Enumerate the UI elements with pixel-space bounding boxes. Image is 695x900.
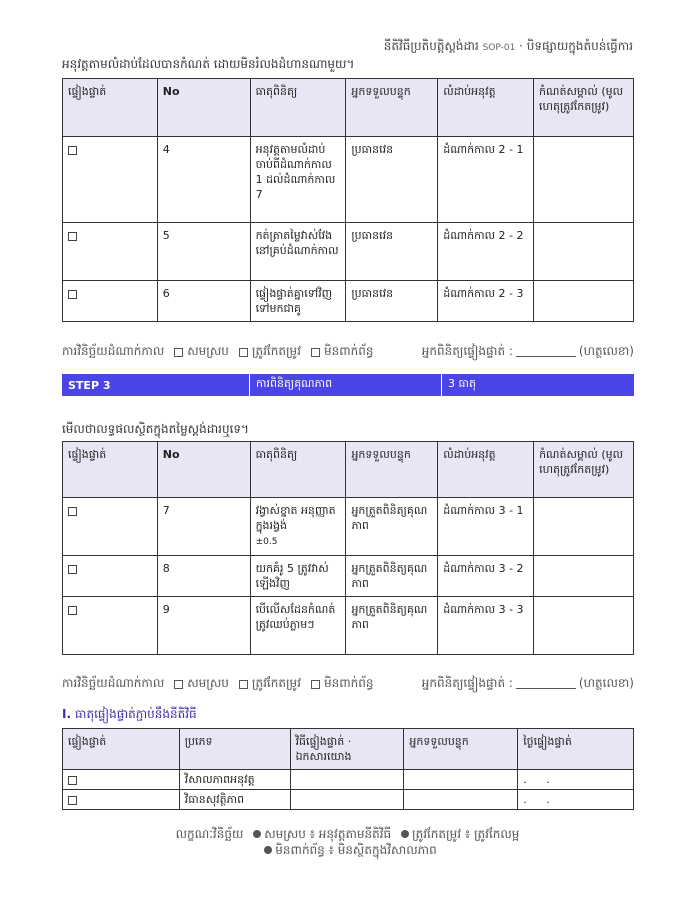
row-checkbox[interactable]: [68, 232, 77, 241]
document-subtitle: · បិទផ្សាយក្នុងតំបន់ធ្វើការ: [519, 39, 633, 53]
verification-table: [62, 728, 634, 810]
verifier-label: អ្នកពិនិត្យផ្ទៀងផ្ទាត់ :: [421, 676, 513, 690]
row-tolerance: ±0.5: [255, 537, 278, 547]
row-note[interactable]: [534, 281, 634, 322]
document-title: នីតិវិធីប្រតិបត្តិស្តង់ដារ: [383, 39, 479, 53]
col-date: ថ្ងៃផ្ទៀងផ្ទាត់: [518, 729, 634, 770]
option-na-label: មិនពាក់ព័ន្ធ: [323, 676, 374, 690]
col-note: កំណត់សម្គាល់ (មូលហេតុត្រូវកែតម្រូវ): [534, 442, 634, 498]
col-no: No: [157, 79, 250, 137]
step3-label: STEP 3: [62, 374, 250, 396]
row-seq: ដំណាក់កាល 2 - 2: [438, 223, 534, 281]
document-header: [384, 38, 633, 56]
col-owner: អ្នកទទួលបន្ទុក: [404, 729, 518, 770]
col-check: ផ្ទៀងផ្ទាត់: [63, 729, 180, 770]
signature-field[interactable]: [516, 679, 576, 689]
section-title: [62, 706, 197, 724]
judgement-label: ការវិនិច្ឆ័យដំណាក់កាល: [62, 344, 165, 358]
bullet-icon: [401, 830, 409, 838]
row-owner[interactable]: [404, 770, 518, 790]
col-owner: អ្នកទទួលបន្ទុក: [346, 442, 438, 498]
stage-judgement-row: [62, 343, 634, 361]
row-checkbox[interactable]: [68, 146, 77, 155]
option-na-box[interactable]: [311, 348, 320, 357]
signature-label: (ហត្ថលេខា): [578, 676, 634, 690]
col-item: ធាតុពិនិត្យ: [250, 442, 346, 498]
row-item: បើលើសដែនកំណត់ ត្រូវឈប់ភ្លាមៗ: [250, 597, 346, 655]
table-row: [63, 790, 634, 810]
row-no: 7: [157, 498, 250, 556]
row-seq: ដំណាក់កាល 2 - 3: [438, 281, 534, 322]
legend-fix: ត្រូវកែតម្រូវ ៖ ត្រូវកែលម្អ: [412, 827, 520, 841]
row-no: 4: [157, 137, 250, 223]
option-fix-label: ត្រូវកែតម្រូវ: [251, 344, 301, 358]
row-seq: ដំណាក់កាល 2 - 1: [438, 137, 534, 223]
legend-na: មិនពាក់ព័ន្ធ ៖ មិនស្ថិតក្នុងវិសាលភាព: [275, 843, 437, 857]
option-ok-box[interactable]: [174, 680, 183, 689]
row-no: 6: [157, 281, 250, 322]
option-fix[interactable]: [239, 343, 301, 361]
row-owner: អ្នកត្រួតពិនិត្យគុណភាព: [346, 556, 438, 597]
legend-label: លក្ខណៈវិនិច្ឆ័យ: [175, 827, 244, 841]
legend: [0, 826, 695, 858]
row-type: វិធានសុវត្ថិភាព: [179, 790, 290, 810]
row-owner: ប្រធានវេន: [346, 223, 438, 281]
row-type: វិសាលភាពអនុវត្ត: [179, 770, 290, 790]
section-number: I.: [62, 707, 72, 721]
step3-count: 3 ធាតុ: [448, 377, 476, 390]
step3-bar: [62, 374, 634, 396]
row-owner: ប្រធានវេន: [346, 281, 438, 322]
option-fix[interactable]: [239, 675, 301, 693]
row-no: 8: [157, 556, 250, 597]
bullet-icon: [264, 846, 272, 854]
option-ok-box[interactable]: [174, 348, 183, 357]
col-method: វិធីផ្ទៀងផ្ទាត់ · ឯកសារយោង: [290, 729, 404, 770]
table-row: [63, 137, 634, 223]
row-method[interactable]: [290, 790, 404, 810]
option-ok-label: សមស្រប: [187, 344, 229, 358]
table-row: [63, 597, 634, 655]
judgement-label: ការវិនិច្ឆ័យដំណាក់កាល: [62, 676, 165, 690]
option-fix-label: ត្រូវកែតម្រូវ: [251, 676, 301, 690]
option-na-box[interactable]: [311, 680, 320, 689]
row-note[interactable]: [534, 137, 634, 223]
row-seq: ដំណាក់កាល 3 - 2: [438, 556, 534, 597]
stage-judgement-row: [62, 675, 634, 693]
row-checkbox[interactable]: [68, 507, 77, 516]
row-no: 9: [157, 597, 250, 655]
document-code: SOP-01: [482, 43, 516, 53]
row-owner: អ្នកត្រួតពិនិត្យគុណភាព: [346, 498, 438, 556]
col-type: ប្រភេទ: [179, 729, 290, 770]
signature-field[interactable]: [516, 347, 576, 357]
row-owner[interactable]: [404, 790, 518, 810]
row-date[interactable]: . .: [518, 770, 634, 790]
row-item-text: វង្វាស់ខ្នាត អនុញ្ញាតក្នុងរង្វង់: [255, 504, 336, 532]
section-title-text: ធាតុផ្ទៀងផ្ទាត់ភ្ជាប់នឹងនីតិវិធី: [75, 707, 197, 721]
step3-title: ការពិនិត្យគុណភាព: [250, 374, 442, 396]
row-owner: ប្រធានវេន: [346, 137, 438, 223]
table-row: [63, 770, 634, 790]
col-item: ធាតុពិនិត្យ: [250, 79, 346, 137]
row-checkbox[interactable]: [68, 290, 77, 299]
option-na-label: មិនពាក់ព័ន្ធ: [323, 344, 374, 358]
col-check: ផ្ទៀងផ្ទាត់: [63, 79, 158, 137]
row-note[interactable]: [534, 498, 634, 556]
table-row: [63, 498, 634, 556]
option-ok[interactable]: [174, 675, 229, 693]
option-fix-box[interactable]: [239, 348, 248, 357]
step2-intro: អនុវត្តតាមលំដាប់ដែលបានកំណត់ ដោយមិនរំលងដំហានណាមួយ។: [62, 57, 355, 71]
table-row: [63, 223, 634, 281]
row-note[interactable]: [534, 223, 634, 281]
row-item: យកគំរូ 5 ត្រូវវាស់ឡើងវិញ: [250, 556, 346, 597]
step2-table: [62, 78, 634, 322]
row-checkbox[interactable]: [68, 796, 77, 805]
row-owner: អ្នកត្រួតពិនិត្យគុណភាព: [346, 597, 438, 655]
table-row: [63, 556, 634, 597]
row-date[interactable]: . .: [518, 790, 634, 810]
col-seq: លំដាប់អនុវត្ត: [438, 79, 534, 137]
option-na[interactable]: [311, 343, 374, 361]
row-checkbox[interactable]: [68, 565, 77, 574]
row-item: អនុវត្តតាមលំដាប់ចាប់ពីដំណាក់កាល 1 ដល់ដំណាក់កាល 7: [250, 137, 346, 223]
row-no: 5: [157, 223, 250, 281]
row-item: កត់ត្រាតម្លៃវាស់វែងនៅគ្រប់ដំណាក់កាល: [250, 223, 346, 281]
col-no: No: [157, 442, 250, 498]
table-row: [63, 281, 634, 322]
step3-intro: មើលថាលទ្ធផលស្ថិតក្នុងតម្លៃស្តង់ដារឬទេ។: [62, 422, 249, 436]
row-seq: ដំណាក់កាល 3 - 3: [438, 597, 534, 655]
step3-table: [62, 441, 634, 655]
legend-ok: សមស្រប ៖ អនុវត្តតាមនីតិវិធី: [264, 827, 392, 841]
col-note: កំណត់សម្គាល់ (មូលហេតុត្រូវកែតម្រូវ): [534, 79, 634, 137]
verifier-label: អ្នកពិនិត្យផ្ទៀងផ្ទាត់ :: [421, 344, 513, 358]
col-seq: លំដាប់អនុវត្ត: [438, 442, 534, 498]
col-check: ផ្ទៀងផ្ទាត់: [63, 442, 158, 498]
option-na[interactable]: [311, 675, 374, 693]
row-checkbox[interactable]: [68, 606, 77, 615]
row-seq: ដំណាក់កាល 3 - 1: [438, 498, 534, 556]
row-checkbox[interactable]: [68, 776, 77, 785]
row-method[interactable]: [290, 770, 404, 790]
option-ok-label: សមស្រប: [187, 676, 229, 690]
row-note[interactable]: [534, 597, 634, 655]
row-item: ផ្ទៀងផ្ទាត់គ្នាទៅវិញទៅមកជាគូ: [250, 281, 346, 322]
option-fix-box[interactable]: [239, 680, 248, 689]
row-item: [250, 498, 346, 556]
col-owner: អ្នកទទួលបន្ទុក: [346, 79, 438, 137]
row-note[interactable]: [534, 556, 634, 597]
option-ok[interactable]: [174, 343, 229, 361]
signature-label: (ហត្ថលេខា): [578, 344, 634, 358]
bullet-icon: [253, 830, 261, 838]
